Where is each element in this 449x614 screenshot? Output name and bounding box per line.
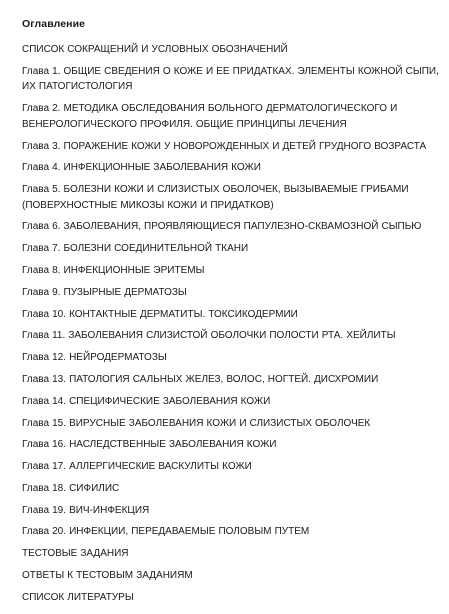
toc-entry-chapter-9[interactable]: Глава 9. ПУЗЫРНЫЕ ДЕРМАТОЗЫ bbox=[22, 286, 187, 298]
toc-entry-chapter-4[interactable]: Глава 4. ИНФЕКЦИОННЫЕ ЗАБОЛЕВАНИЯ КОЖИ bbox=[22, 162, 261, 174]
toc-entry-chapter-1[interactable]: Глава 1. ОБЩИЕ СВЕДЕНИЯ О КОЖЕ И ЕЕ ПРИДАТКАХ. ЭЛЕМЕНТЫ КОЖНОЙ СЫПИ, ИХ ПАТОГИСТОЛОГИЯ bbox=[22, 65, 439, 93]
toc-entry-chapter-16[interactable]: Глава 16. НАСЛЕДСТВЕННЫЕ ЗАБОЛЕВАНИЯ КОЖИ bbox=[22, 439, 277, 451]
toc-entry-chapter-10[interactable]: Глава 10. КОНТАКТНЫЕ ДЕРМАТИТЫ. ТОКСИКОДЕРМИИ bbox=[22, 308, 298, 320]
toc-entry-chapter-5[interactable]: Глава 5. БОЛЕЗНИ КОЖИ И СЛИЗИСТЫХ ОБОЛОЧЕК, ВЫЗЫВАЕМЫЕ ГРИБАМИ (ПОВЕРХНОСТНЫЕ МИКОЗЫ КОЖИ И ПРИДАТКОВ) bbox=[22, 184, 409, 211]
toc-entry-chapter-13[interactable]: Глава 13. ПАТОЛОГИЯ САЛЬНЫХ ЖЕЛЕЗ, ВОЛОС, НОГТЕЙ. ДИСХРОМИИ bbox=[22, 373, 379, 385]
toc-entry-chapter-20[interactable]: Глава 20. ИНФЕКЦИИ, ПЕРЕДАВАЕМЫЕ ПОЛОВЫМ ПУТЕМ bbox=[22, 526, 310, 538]
toc-entry-chapter-18[interactable]: Глава 18. СИФИЛИС bbox=[22, 482, 120, 494]
toc-entry-chapter-11[interactable]: Глава 11. ЗАБОЛЕВАНИЯ СЛИЗИСТОЙ ОБОЛОЧКИ ПОЛОСТИ РТА. ХЕЙЛИТЫ bbox=[22, 330, 396, 342]
toc-entry-bibliography[interactable]: СПИСОК ЛИТЕРАТУРЫ bbox=[22, 591, 134, 603]
toc-list bbox=[22, 42, 442, 605]
toc-entry-test-answers[interactable]: ОТВЕТЫ К ТЕСТОВЫМ ЗАДАНИЯМ bbox=[22, 569, 193, 581]
toc-entry-tests[interactable]: ТЕСТОВЫЕ ЗАДАНИЯ bbox=[22, 548, 129, 560]
toc-entry-chapter-14[interactable]: Глава 14. СПЕЦИФИЧЕСКИЕ ЗАБОЛЕВАНИЯ КОЖИ bbox=[22, 395, 271, 407]
toc-entry-chapter-6[interactable]: Глава 6. ЗАБОЛЕВАНИЯ, ПРОЯВЛЯЮЩИЕСЯ ПАПУЛЕЗНО-СКВАМОЗНОЙ СЫПЬЮ bbox=[22, 221, 422, 233]
toc-entry-chapter-17[interactable]: Глава 17. АЛЛЕРГИЧЕСКИЕ ВАСКУЛИТЫ КОЖИ bbox=[22, 461, 252, 473]
toc-entry-chapter-8[interactable]: Глава 8. ИНФЕКЦИОННЫЕ ЭРИТЕМЫ bbox=[22, 265, 205, 277]
toc-entry-chapter-2[interactable]: Глава 2. МЕТОДИКА ОБСЛЕДОВАНИЯ БОЛЬНОГО ДЕРМАТОЛОГИЧЕСКОГО И ВЕНЕРОЛОГИЧЕСКОГО ПРОФИЛЯ. ОБЩИЕ ПРИНЦИПЫ ЛЕЧЕНИЯ bbox=[22, 103, 398, 130]
toc-heading: Оглавление bbox=[22, 18, 86, 30]
toc-entry-chapter-19[interactable]: Глава 19. ВИЧ-ИНФЕКЦИЯ bbox=[22, 504, 150, 516]
toc-entry-chapter-7[interactable]: Глава 7. БОЛЕЗНИ СОЕДИНИТЕЛЬНОЙ ТКАНИ bbox=[22, 243, 249, 255]
toc-entry-chapter-15[interactable]: Глава 15. ВИРУСНЫЕ ЗАБОЛЕВАНИЯ КОЖИ И СЛИЗИСТЫХ ОБОЛОЧЕК bbox=[22, 417, 371, 429]
toc-entry-chapter-12[interactable]: Глава 12. НЕЙРОДЕРМАТОЗЫ bbox=[22, 352, 167, 364]
toc-entry-chapter-3[interactable]: Глава 3. ПОРАЖЕНИЕ КОЖИ У НОВОРОЖДЕННЫХ И ДЕТЕЙ ГРУДНОГО ВОЗРАСТА bbox=[22, 140, 427, 152]
toc-entry-abbreviations[interactable]: СПИСОК СОКРАЩЕНИЙ И УСЛОВНЫХ ОБОЗНАЧЕНИЙ bbox=[22, 44, 288, 55]
table-of-contents bbox=[22, 18, 442, 612]
